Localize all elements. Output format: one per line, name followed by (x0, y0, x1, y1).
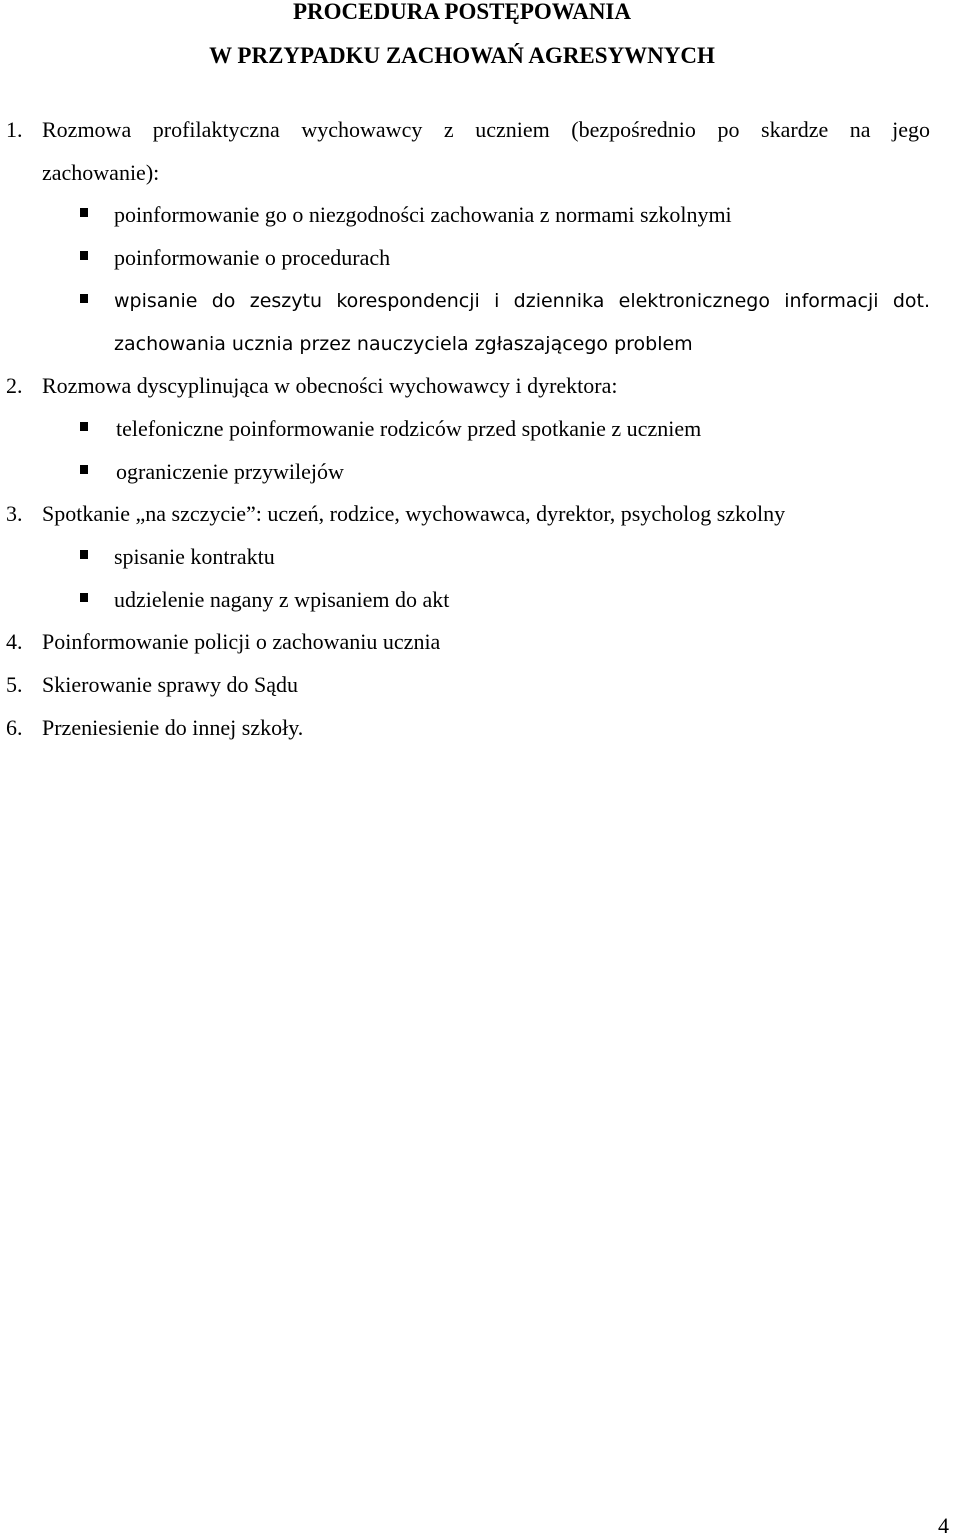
item-6-text: Przeniesienie do innej szkoły. (42, 715, 304, 740)
item-6-number: 6. (6, 715, 23, 740)
item-3-subitem-1: spisanie kontraktu (114, 544, 275, 569)
item-2-subitem-2: ograniczenie przywilejów (116, 459, 344, 484)
item-3-number: 3. (6, 501, 23, 526)
document-title-line-2: W PRZYPADKU ZACHOWAŃ AGRESYWNYCH (209, 43, 715, 68)
item-3-text: Spotkanie „na szczycie”: uczeń, rodzice, wychowawca, dyrektor, psycholog szkolny (42, 501, 786, 526)
item-3-subitem-2: udzielenie nagany z wpisaniem do akt (114, 587, 450, 612)
bullet-icon (80, 593, 88, 602)
item-1-subitem-1: poinformowanie go o niezgodności zachowania z normami szkolnymi (114, 202, 732, 227)
bullet-icon (80, 422, 88, 431)
bullet-icon (80, 550, 88, 559)
document-title-line-1: PROCEDURA POSTĘPOWANIA (292, 0, 631, 24)
item-1-text-line-1: Rozmowa profilaktyczna wychowawcy z uczniem (bezpośrednio po skardze na jego (42, 117, 930, 142)
item-5-number: 5. (6, 672, 23, 697)
item-1-subitem-3-continued: zachowania ucznia przez nauczyciela zgłaszającego problem (114, 333, 693, 355)
item-2-text: Rozmowa dyscyplinująca w obecności wychowawcy i dyrektora: (42, 373, 618, 398)
bullet-icon (80, 294, 88, 303)
item-4-text: Poinformowanie policji o zachowaniu ucznia (42, 629, 441, 654)
item-5-text: Skierowanie sprawy do Sądu (42, 672, 299, 697)
bullet-icon (80, 465, 88, 474)
item-2-number: 2. (6, 373, 23, 398)
item-1-text-line-2: zachowanie): (42, 160, 160, 185)
bullet-icon (80, 251, 88, 260)
item-1-subitem-3: wpisanie do zeszytu korespondencji i dziennika elektronicznego informacji dot. (114, 290, 930, 312)
page-number: 4 (938, 1513, 949, 1538)
item-1-number: 1. (6, 117, 23, 142)
item-1-subitem-2: poinformowanie o procedurach (114, 245, 391, 270)
bullet-icon (80, 208, 88, 217)
item-4-number: 4. (6, 629, 23, 654)
item-2-subitem-1: telefoniczne poinformowanie rodziców przed spotkanie z uczniem (116, 416, 702, 441)
